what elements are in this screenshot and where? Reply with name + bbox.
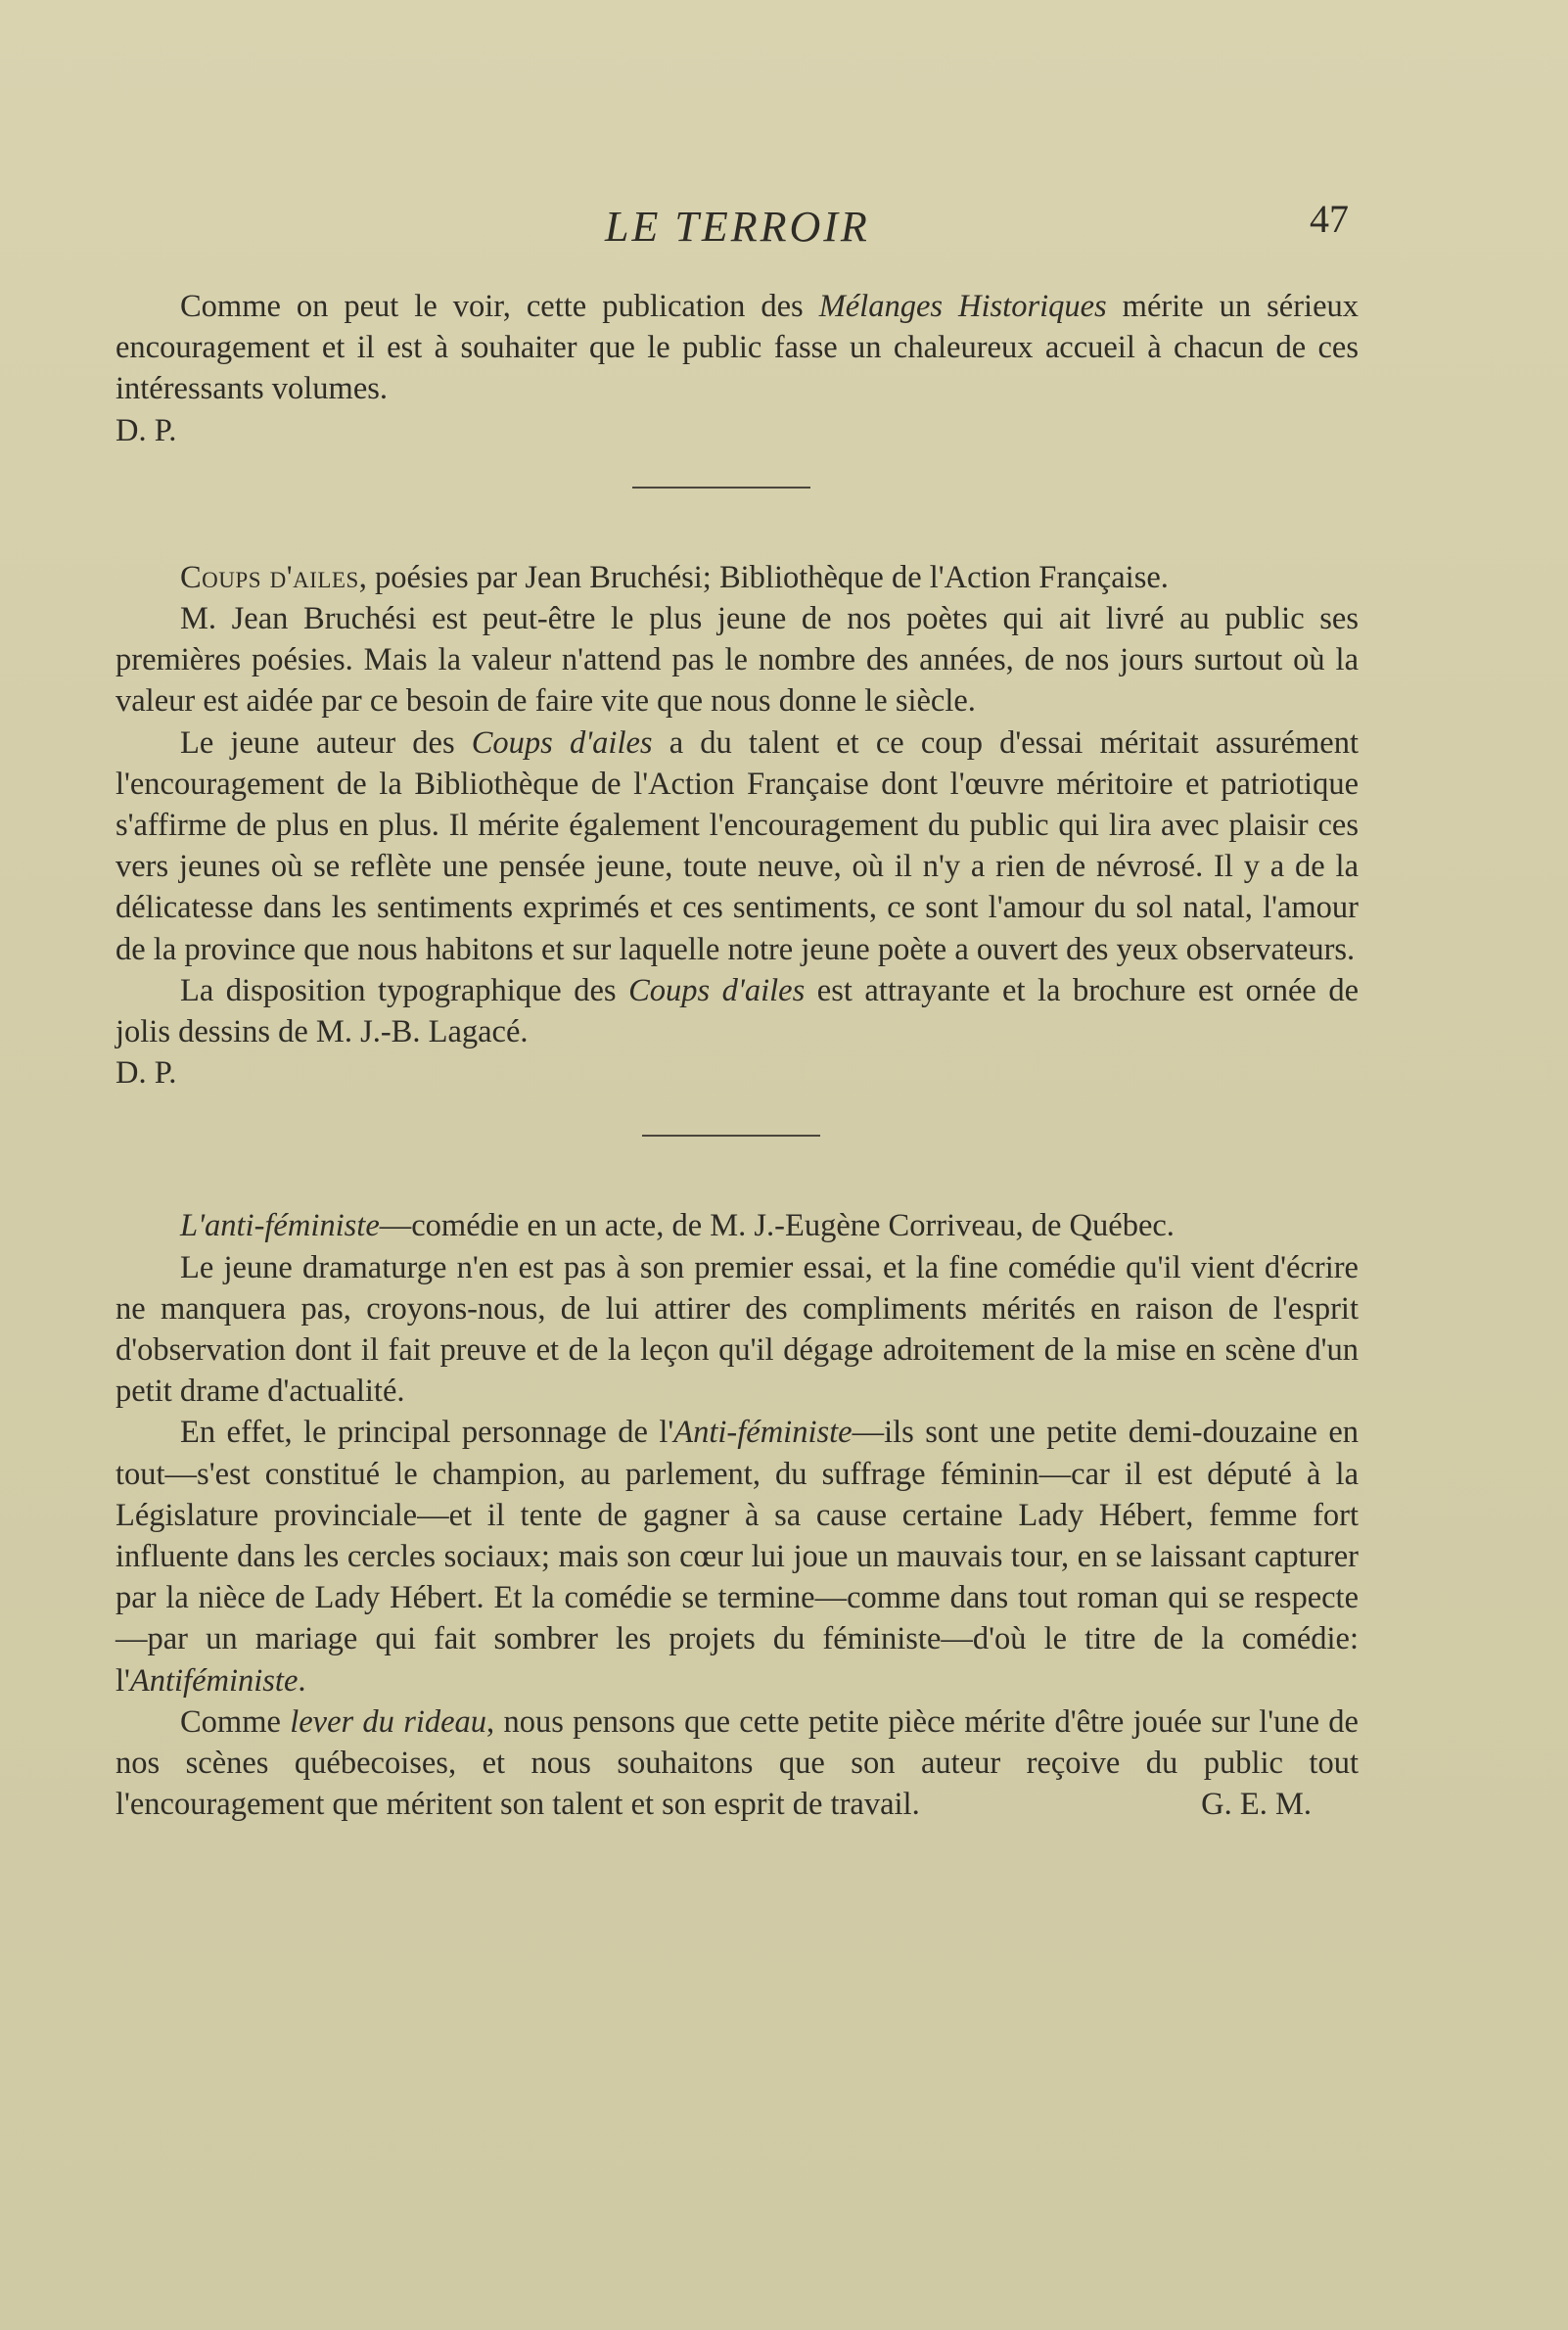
book-title: Coups d'ailes [180, 559, 359, 595]
text-run: . [298, 1662, 306, 1699]
book-title: Mélanges Historiques [818, 289, 1107, 324]
section-divider [632, 487, 810, 489]
review-heading [115, 557, 1359, 598]
text-run: Comme [180, 1703, 291, 1740]
text-run: est attrayante et la brochure est ornée de jolis dessins de M. J.-B. Lagacé. [115, 972, 1359, 1050]
text-run: Le jeune auteur des [180, 724, 472, 761]
review-paragraph: Le jeune dramaturge n'en est pas à son premier essai, et la fine comédie qu'il vient d'écrire ne manquera pas, croyons-nous, de lui attirer des compliments mérités en raison de l'esprit d'observation dont il fait preuve et de la leçon qu'il dégage adroitement de la mise en scène d'un petit drame d'actualité. [115, 1249, 1359, 1410]
book-title: L'anti-féministe [180, 1208, 380, 1244]
book-title: Coups d'ailes [628, 972, 806, 1008]
review-paragraph [115, 970, 1359, 1052]
text-run: La disposition typographique des [180, 972, 629, 1008]
signature: G. E. M. [1201, 1787, 1312, 1823]
text-run: , poésies par Jean Bruchési; Bibliothèque de l'Action Française. [358, 559, 1169, 595]
text-run: —comédie en un acte, de M. J.-Eugène Corriveau, de Québec. [379, 1208, 1175, 1244]
review-paragraph [115, 722, 1359, 970]
review-paragraph: M. Jean Bruchési est peut-être le plus jeune de nos poètes qui ait livré au public ses premières poésies. Mais la valeur n'attend pas le nombre des années, de nos jours surtout où la valeur est aidée par ce besoin de faire vite que nous donne le siècle. [115, 601, 1359, 720]
book-title: Antiféministe [129, 1662, 299, 1699]
running-head [115, 192, 1349, 251]
melanges-paragraph [115, 286, 1359, 410]
page-number: 47 [1310, 197, 1349, 241]
signature: D. P. [115, 1055, 177, 1092]
signature: D. P. [115, 412, 177, 448]
text-run: mérite un sérieux encouragement et il est à souhaiter que le public fasse un chaleureux accueil à chacun de ces intéressants volumes. [115, 289, 1359, 407]
review-paragraph [115, 1701, 1359, 1826]
book-title: Anti-féministe [673, 1415, 853, 1451]
text-run: a du talent et ce coup d'essai méritait assurément l'encouragement de la Bibliothèque de l'Action Française dont l'œuvre méritoire et patriotique s'affirme de plus en plus. Il mérite également l'encouragement du public qui lira avec plaisir ces vers jeunes où se reflète une pensée jeune, toute neuve, où il n'y a rien de névrosé. Il y a de la délicatesse dans les sentiments exprimés et ces sentiments, ce sont l'amour du sol natal, l'amour de la province que nous habitons et sur laquelle notre jeune poète a ouvert des yeux observateurs. [115, 724, 1359, 967]
text-run: —ils sont une petite demi-douzaine en tout—s'est constitué le champion, au parlement, du suffrage féminin—car il est député à la Législature provinciale—et il tente de gagner à sa cause certaine Lady Hébert, femme fort influente dans les cercles sociaux; mais son cœur lui joue un mauvais tour, en se laissant capturer par la nièce de Lady Hébert. Et la comédie se termine—comme dans tout roman qui se respecte—par un mariage qui fait sombrer les projets du féministe—d'où le titre de la comédie: l' [115, 1415, 1359, 1699]
book-title: Coups d'ailes [471, 724, 653, 761]
review-heading [115, 1205, 1359, 1246]
book-title: lever du rideau [290, 1703, 487, 1740]
page-body [115, 286, 1359, 1826]
section-divider [642, 1135, 820, 1137]
text-run: Comme on peut le voir, cette publication des [180, 289, 819, 324]
journal-title: LE TERROIR [605, 203, 870, 251]
review-paragraph [115, 1412, 1359, 1701]
text-run: , nous pensons que cette petite pièce mérite d'être jouée sur l'une de nos scènes québecoises, et nous souhaitons que son auteur reçoive du public tout l'encouragement que méritent son talent et son esprit de travail. [115, 1703, 1359, 1823]
text-run: En effet, le principal personnage de l' [180, 1415, 674, 1451]
